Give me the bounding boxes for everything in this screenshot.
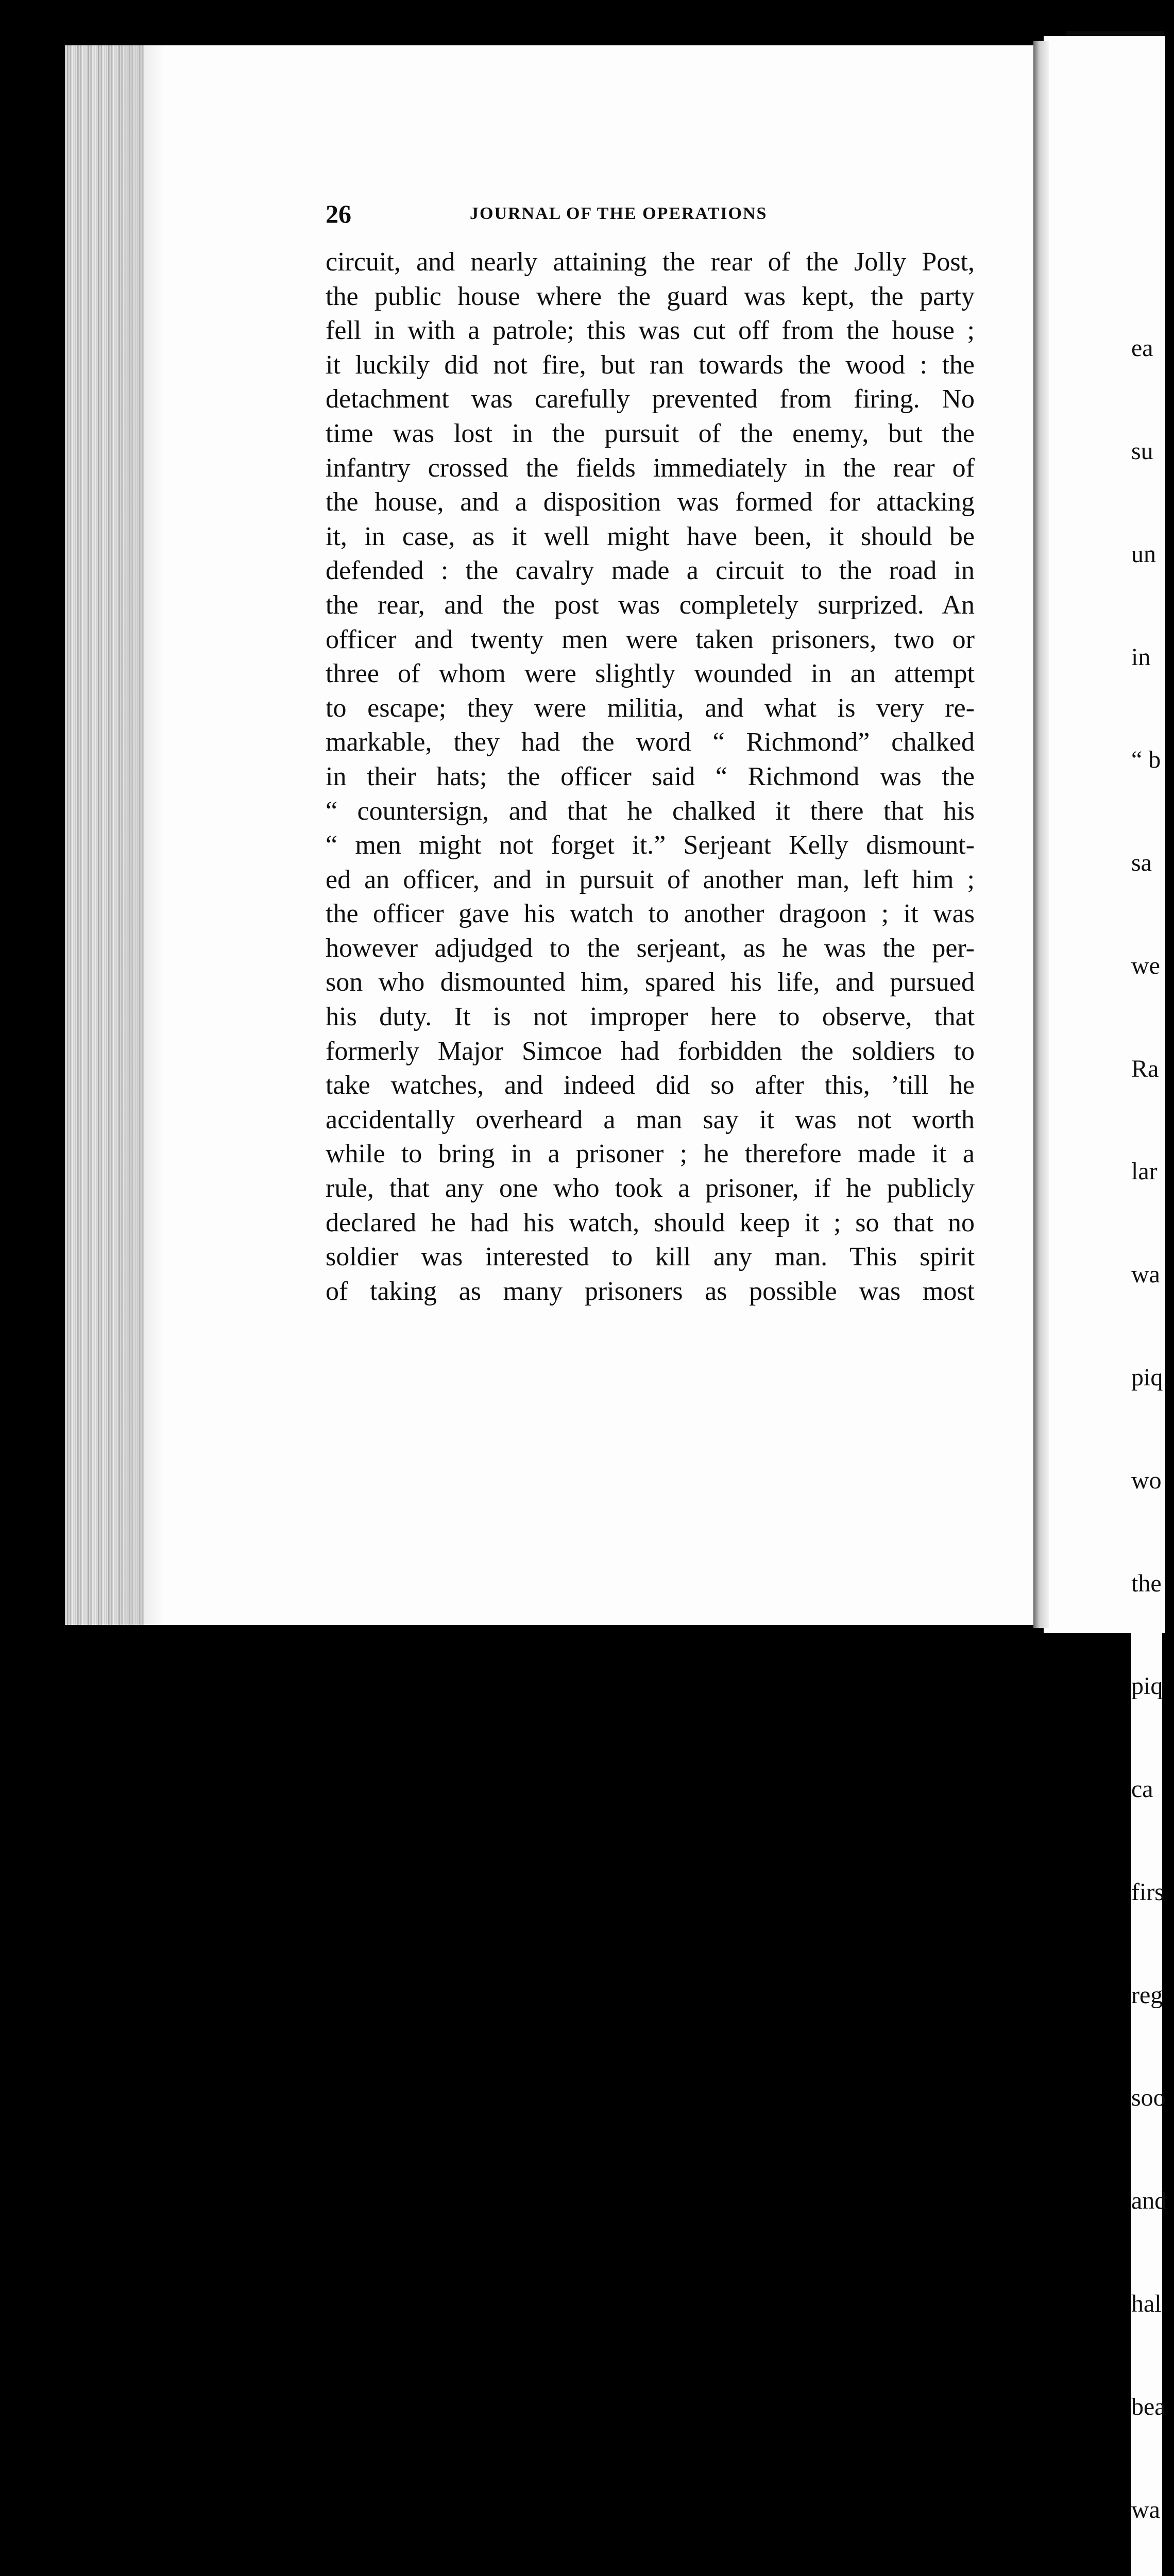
facing-line: we — [1131, 952, 1160, 979]
text-line: “ countersign, and that he chalked it there that his — [326, 796, 975, 826]
text-line: son who dismounted him, spared his life, and pursued — [326, 968, 975, 997]
facing-line: piq — [1131, 1672, 1163, 1700]
text-line: fell in with a patrole; this was cut off from the house ; — [326, 316, 975, 346]
text-line: declared he had his watch, should keep it ; so that no — [326, 1208, 975, 1238]
facing-line: hal — [1131, 2290, 1162, 2318]
facing-line: su — [1131, 437, 1153, 465]
facing-line: firs — [1131, 1878, 1164, 1906]
text-line: the public house where the guard was kept, the party — [326, 281, 975, 311]
text-line: ed an officer, and in pursuit of another man, left him ; — [326, 865, 975, 894]
facing-line: in — [1131, 643, 1151, 671]
text-line: however adjudged to the serjeant, as he was the per- — [326, 933, 975, 963]
facing-line: the — [1131, 1569, 1162, 1597]
facing-line: piq — [1131, 1364, 1163, 1391]
text-line: the house, and a disposition was formed for attacking — [326, 487, 975, 517]
text-line: it, in case, as it well might have been, it should be — [326, 521, 975, 551]
facing-line: and — [1131, 2187, 1167, 2215]
facing-line: reg — [1131, 1981, 1163, 2009]
text-line: officer and twenty men were taken prisoners, two or — [326, 624, 975, 654]
facing-line: sa — [1131, 849, 1152, 877]
text-line: three of whom were slightly wounded in an attempt — [326, 659, 975, 689]
gutter-shadow — [124, 45, 165, 1625]
facing-line: wa — [1131, 1261, 1160, 1289]
text-line: formerly Major Simcoe had forbidden the soldiers to — [326, 1036, 975, 1066]
text-line: take watches, and indeed did so after this, ’till he — [326, 1071, 975, 1100]
facing-line: Ra — [1131, 1055, 1159, 1082]
text-line: it luckily did not fire, but ran towards the wood : the — [326, 350, 975, 380]
text-line: the officer gave his watch to another dragoon ; it was — [326, 899, 975, 929]
facing-line: bea — [1131, 2393, 1166, 2420]
book-spine-shadow — [1033, 41, 1049, 1628]
text-line: markable, they had the word “ Richmond” chalked — [326, 727, 975, 757]
page-number: 26 — [326, 199, 351, 228]
text-line: defended : the cavalry made a circuit to the road in — [326, 556, 975, 586]
facing-line: ca — [1131, 1775, 1153, 1803]
text-line: detachment was carefully prevented from firing. No — [326, 384, 975, 414]
running-head-title: JOURNAL OF THE OPERATIONS — [470, 204, 768, 223]
text-line: infantry crossed the fields immediately in the rear of — [326, 453, 975, 483]
text-line: soldier was interested to kill any man. This spirit — [326, 1242, 975, 1272]
facing-line: lar — [1131, 1158, 1158, 1185]
text-line: rule, that any one who took a prisoner, if he publicly — [326, 1174, 975, 1204]
text-line: his duty. It is not improper here to observe, that — [326, 1002, 975, 1032]
facing-line: ea — [1131, 334, 1153, 362]
facing-page-text — [1131, 263, 1167, 2576]
body-text — [326, 245, 975, 1309]
text-line: “ men might not forget it.” Serjeant Kelly dismount- — [326, 831, 975, 860]
text-line: accidentally overheard a man say it was not worth — [326, 1105, 975, 1134]
facing-line: soo — [1131, 2084, 1166, 2112]
text-line: while to bring in a prisoner ; he therefore made it a — [326, 1139, 975, 1169]
text-line: the rear, and the post was completely surprized. An — [326, 590, 975, 620]
text-line: circuit, and nearly attaining the rear of the Jolly Post, — [326, 247, 975, 277]
facing-line: wo — [1131, 1466, 1162, 1494]
text-line: in their hats; the officer said “ Richmond was the — [326, 761, 975, 791]
text-line: to escape; they were militia, and what is very re- — [326, 693, 975, 723]
text-line: time was lost in the pursuit of the enemy, but the — [326, 418, 975, 448]
running-head — [326, 196, 975, 232]
facing-line: “ b — [1131, 746, 1161, 774]
facing-line: wa — [1131, 2496, 1160, 2523]
facing-line: un — [1131, 540, 1156, 568]
text-line: of taking as many prisoners as possible was most — [326, 1276, 975, 1306]
